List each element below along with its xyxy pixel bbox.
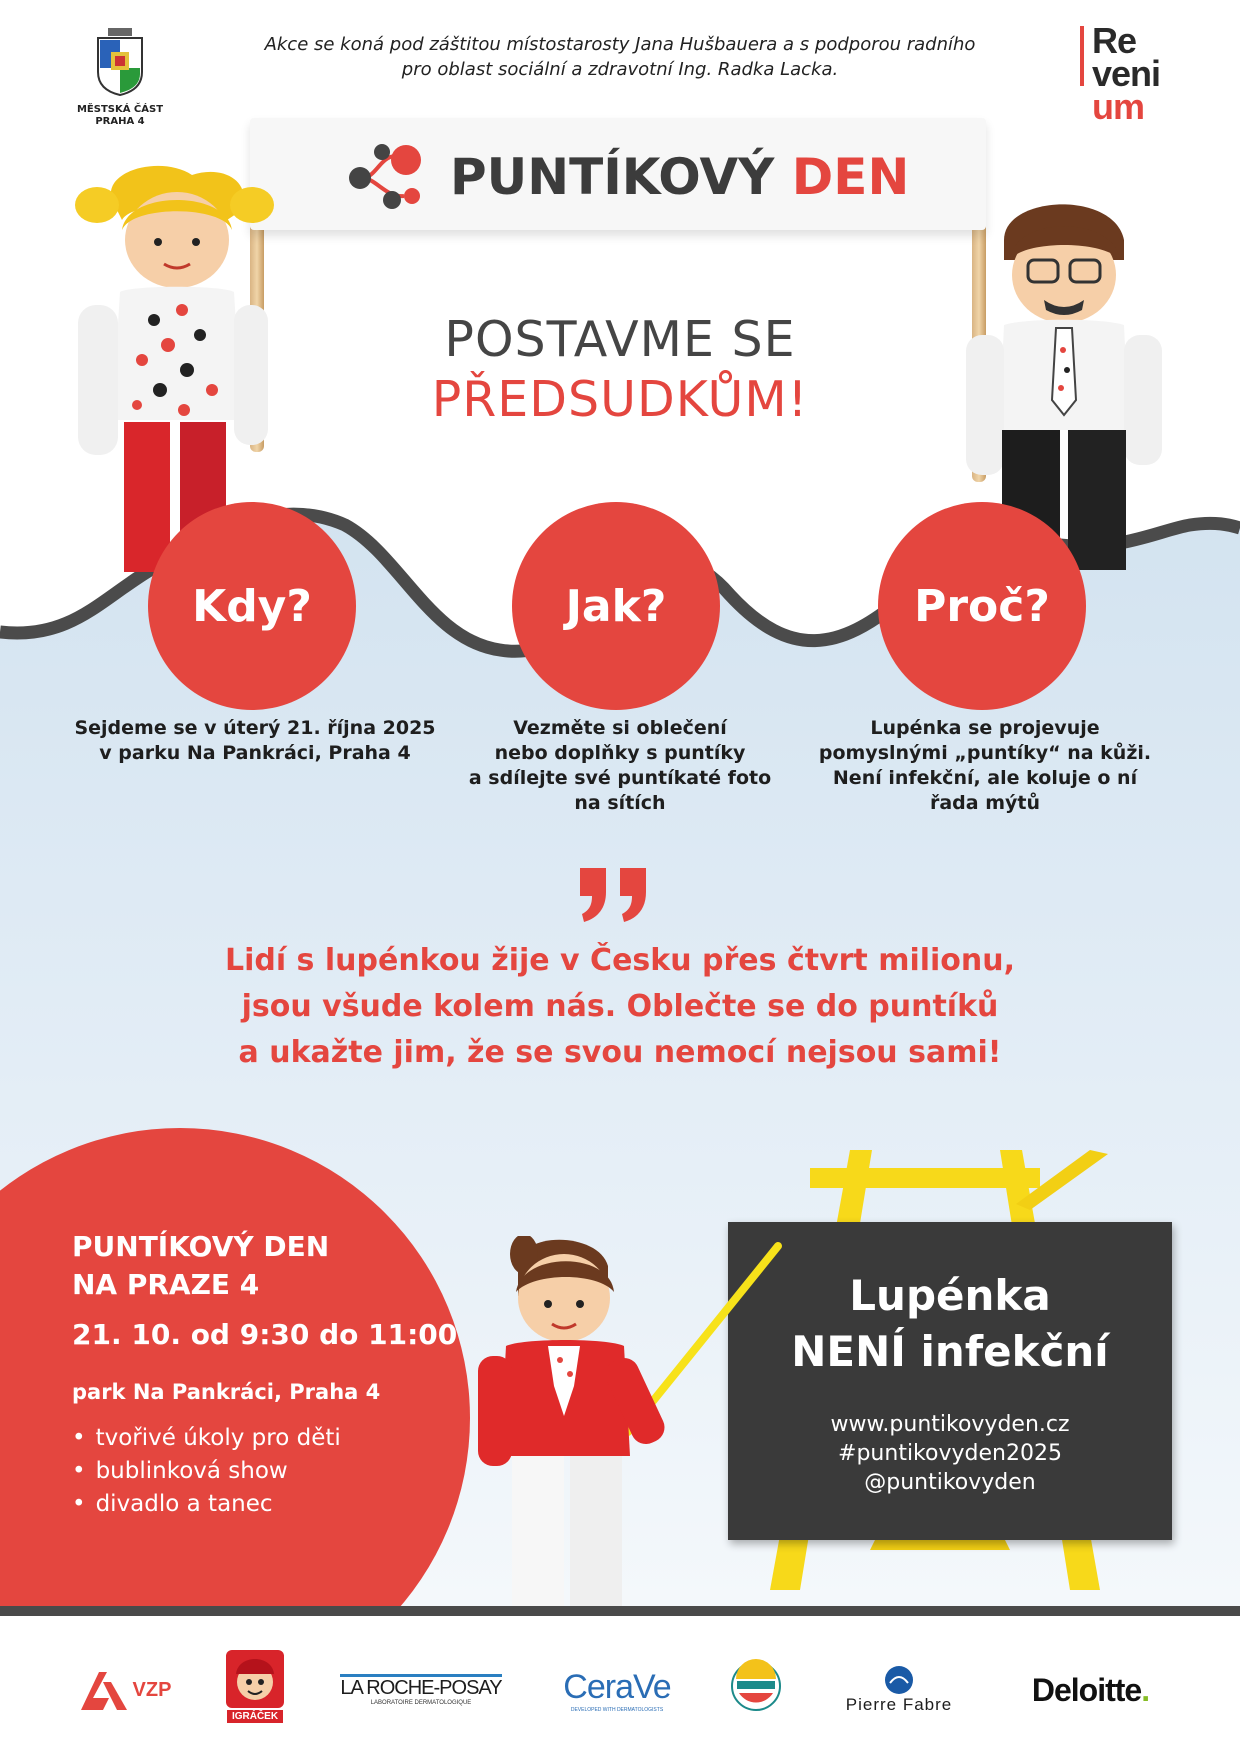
question-text-why-line: Není infekční, ale koluje o ní: [832, 767, 1138, 789]
quote-text: [150, 938, 1090, 1076]
district-label-line1: MĚSTSKÁ ČÁST: [76, 104, 164, 115]
district-crest-icon: [94, 28, 146, 96]
patronage-text: [220, 32, 1020, 82]
slogan: [350, 310, 890, 430]
district-logo: [70, 28, 170, 128]
list-item: • divadlo a tanec: [72, 1488, 341, 1521]
patronage-line1: Akce se koná pod záštitou místostarosty Jana Hušbauera a s podporou radního: [264, 34, 976, 55]
quote-line: a ukažte jim, že se svou nemocí nejsou sami!: [238, 1035, 1002, 1070]
list-item: • bublinková show: [72, 1455, 341, 1488]
banner-title-dark: PUNTÍKOVÝ: [450, 148, 792, 206]
reveni-logo: [1080, 20, 1190, 127]
question-circle-why: Proč?: [878, 502, 1086, 710]
question-circle-how: Jak?: [512, 502, 720, 710]
question-circle-when: Kdy?: [148, 502, 356, 710]
reveni-bar: [1080, 26, 1084, 86]
question-text-when-line: Sejdeme se v úterý 21. října 2025: [74, 717, 436, 739]
question-text-when: [60, 716, 450, 766]
slogan-line1: POSTAVME SE: [444, 311, 796, 368]
figure-teacher: [478, 1236, 808, 1606]
sponsor-cerave: [554, 1660, 680, 1720]
question-text-why-line: pomyslnými „puntíky“ na kůži.: [818, 742, 1152, 764]
sponsor-spae: [728, 1646, 784, 1726]
patronage-line2: pro oblast sociální a zdravotní Ing. Radka Lacka.: [401, 59, 839, 80]
event-title-line2: NA PRAZE 4: [72, 1268, 260, 1301]
question-text-when-line: v parku Na Pankráci, Praha 4: [99, 742, 411, 764]
question-text-how-line: na sítích: [574, 792, 666, 814]
sponsor-laroche-name: LA ROCHE-POSAY: [340, 1674, 501, 1700]
event-title-line1: PUNTÍKOVÝ DEN: [72, 1230, 330, 1263]
quote-line: jsou všude kolem nás. Oblečte se do puntíků: [241, 989, 999, 1024]
question-text-how-line: nebo doplňky s puntíky: [494, 742, 746, 764]
hashtag-text: #puntikovyden2025: [838, 1441, 1062, 1466]
event-title: [72, 1228, 329, 1304]
sponsor-deloitte: [1016, 1660, 1166, 1720]
dots-logo-icon: [346, 138, 426, 212]
question-text-why: [800, 716, 1170, 816]
sponsor-laroche: [336, 1660, 506, 1720]
banner-title-red: DEN: [791, 148, 910, 206]
website-link[interactable]: www.puntikovyden.cz: [830, 1412, 1070, 1437]
pierre-fabre-logo-icon: [884, 1665, 914, 1695]
event-activities: [72, 1422, 341, 1521]
sponsor-igracek-name: IGRÁČEK: [227, 1710, 283, 1723]
sponsor-cerave-name: CeraVe: [563, 1667, 671, 1706]
district-label: [70, 104, 170, 128]
sponsor-pierre-fabre: [826, 1660, 972, 1720]
sponsor-cerave-sub: DEVELOPED WITH DERMATOLOGISTS: [570, 1706, 664, 1713]
igracek-logo-icon: [226, 1650, 284, 1708]
spae-logo-icon: [731, 1653, 781, 1719]
sponsor-deloitte-name: Deloitte: [1031, 1671, 1142, 1708]
event-time: 21. 10. od 9:30 do 11:00: [72, 1318, 458, 1351]
slogan-line2: PŘEDSUDKŮM!: [431, 371, 809, 428]
question-text-how: [440, 716, 800, 816]
quote-icon: [578, 866, 650, 924]
reveni-line1: Re: [1092, 20, 1137, 61]
sponsor-vzp-name: VZP: [132, 1678, 172, 1701]
sponsor-laroche-sub: LABORATOIRE DERMATOLOGIQUE: [370, 1700, 472, 1706]
sponsors-bar: [0, 1616, 1240, 1754]
reveni-line3: um: [1092, 86, 1144, 127]
question-text-how-line: a sdílejte své puntíkaté foto: [468, 767, 772, 789]
footer-divider: [0, 1606, 1240, 1616]
question-text-how-line: Vezměte si oblečení: [513, 717, 727, 739]
banner-title: [450, 148, 909, 206]
sponsor-vzp: [70, 1660, 180, 1720]
board-title-line2: NENÍ infekční: [791, 1327, 1109, 1376]
question-text-why-line: Lupénka se projevuje: [870, 717, 1100, 739]
event-banner: [250, 118, 986, 230]
sponsor-deloitte-dot: .: [1141, 1671, 1151, 1708]
vzp-logo-icon: [79, 1668, 129, 1712]
sponsor-igracek: [222, 1646, 288, 1726]
list-item: • tvořivé úkoly pro děti: [72, 1422, 341, 1455]
district-label-line2: PRAHA 4: [95, 116, 145, 127]
social-handle: @puntikovyden: [864, 1470, 1036, 1495]
quote-line: Lidí s lupénkou žije v Česku přes čtvrt milionu,: [224, 943, 1016, 978]
sponsor-pierre-fabre-name: Pierre Fabre: [845, 1695, 953, 1714]
reveni-line2: veni: [1092, 53, 1161, 94]
event-place: park Na Pankráci, Praha 4: [72, 1380, 381, 1404]
question-text-why-line: řada mýtů: [929, 792, 1041, 814]
board-title-line1: Lupénka: [849, 1271, 1051, 1320]
